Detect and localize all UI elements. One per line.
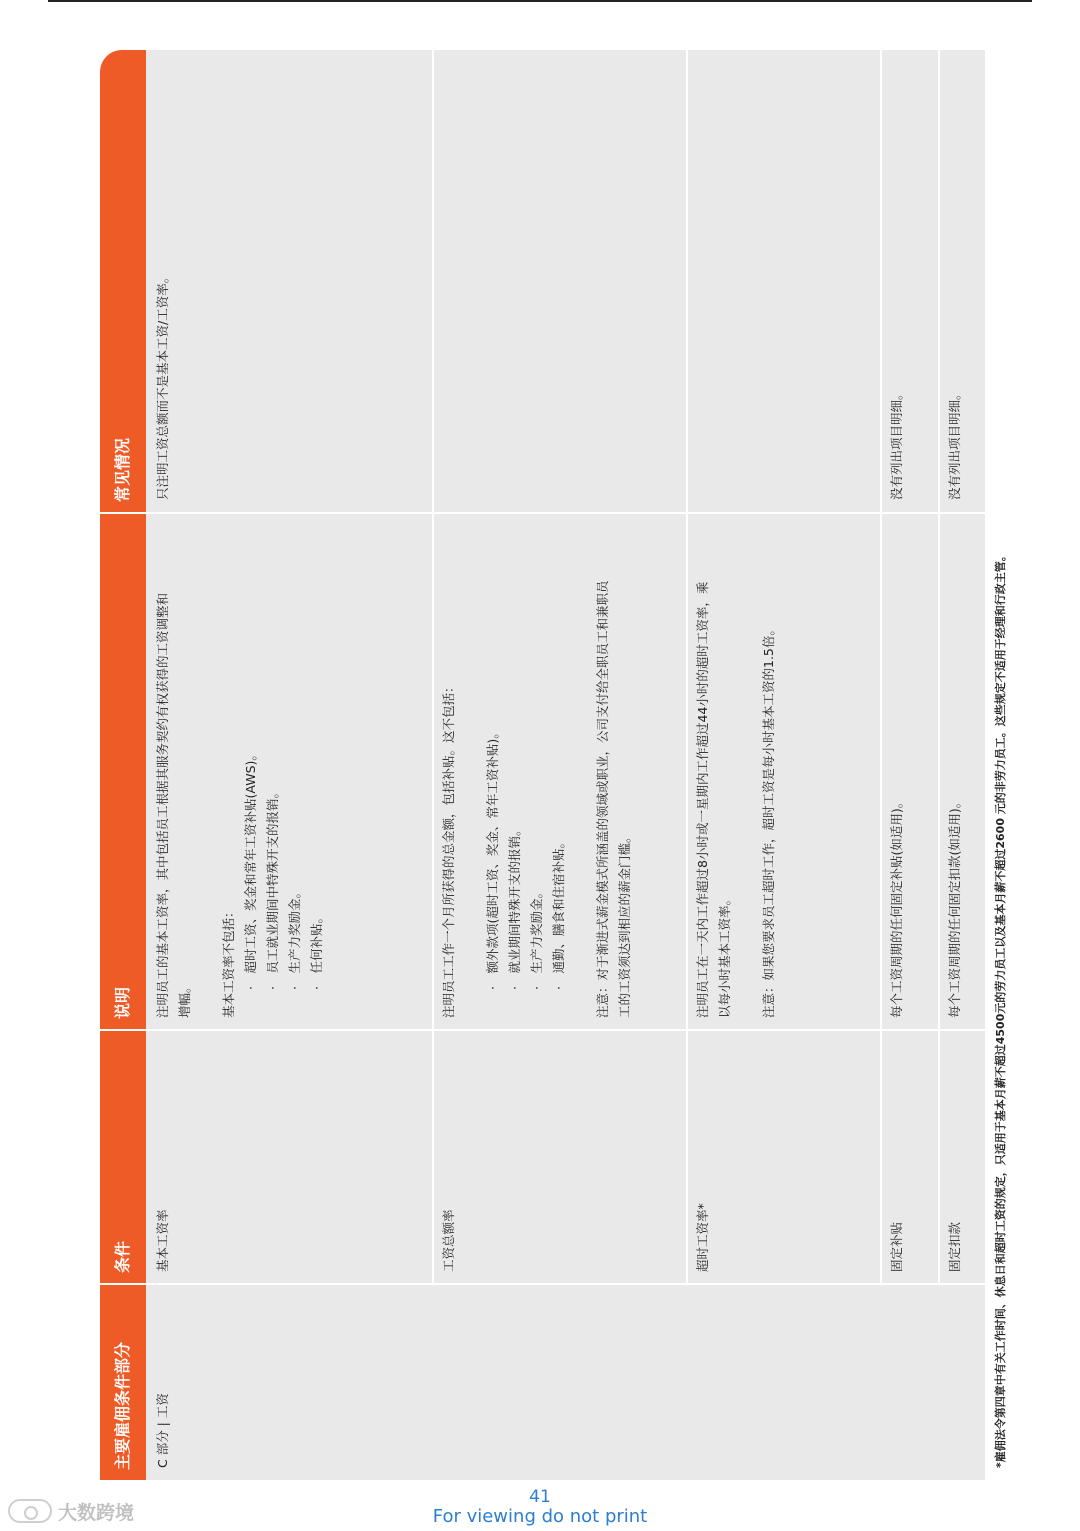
description-line: 基本工资率不包括： <box>221 905 236 1018</box>
description-line: 增幅。 <box>177 980 192 1018</box>
bullet-item: · 额外款项(超时工资、奖金、常年工资补贴)。 <box>485 726 500 990</box>
row-condition: 工资总额率 <box>441 1209 456 1272</box>
row-common: 没有列出项目明细。 <box>947 387 962 500</box>
header-condition: 条件 <box>100 1031 146 1283</box>
description-line: 注意：如果您要求员工超时工作，超时工资是每小时基本工资的1.5倍。 <box>761 623 776 1018</box>
row-condition: 基本工资率 <box>155 1209 170 1272</box>
header-common: 常见情况 <box>100 50 146 512</box>
row-description <box>692 582 780 1018</box>
row-condition: 固定扣款 <box>947 1221 962 1272</box>
bullet-item: · 就业期间特殊开支的报销。 <box>507 823 522 990</box>
description-line: 注明员工工作一个月所获得的总金额，包括补贴。这不包括： <box>441 680 456 1018</box>
row-divider <box>938 50 940 1283</box>
brand-name: 大数跨境 <box>58 1501 135 1524</box>
footnote-column <box>985 0 1017 1480</box>
column-divider <box>146 1029 985 1031</box>
row-description <box>152 593 328 1018</box>
bullet-item: · 员工就业期间中特殊开支的报销。 <box>265 786 280 990</box>
description-line: 注明员工在一天内工作超过8小时或一星期内工作超过44小时的超时工资率，乘 <box>695 581 710 1018</box>
column-divider <box>146 1283 985 1285</box>
description-line: 以每小时基本工资率。 <box>717 892 732 1018</box>
section-label: C 部分 | 工资 <box>155 1393 170 1468</box>
conditions-table <box>100 50 985 1480</box>
rotated-table <box>100 50 985 1480</box>
watermark: For viewing do not print <box>432 1506 648 1527</box>
brand-watermark <box>8 1496 134 1526</box>
header-divider <box>100 1029 146 1031</box>
bullet-item: · 任何补贴。 <box>309 911 324 990</box>
column-divider <box>146 512 985 514</box>
row-divider <box>432 50 434 1283</box>
header-divider <box>100 1283 146 1285</box>
row-divider <box>686 50 688 1283</box>
row-common: 只注明工资总额而不是基本工资/工资率。 <box>155 270 170 500</box>
footnote: *雇佣法令第四章中有关工作时间、休息日和超时工资的规定，只适用于基本月薪不超过4500元的劳力员工以及基本月薪不超过2600 元的非劳力员工。这些规定不适用于经理和行政主管。 <box>994 550 1007 1468</box>
header-divider <box>100 512 146 514</box>
row-description: 每个工资周期的任何固定扣款(如适用)。 <box>947 795 962 1018</box>
row-common: 没有列出项目明细。 <box>889 387 904 500</box>
header-section: 主要雇佣条件部分 <box>100 1285 146 1480</box>
row-description <box>438 580 636 1018</box>
description-line: 注明员工的基本工资率，其中包括员工根据其服务契约有权获得的工资调整和 <box>155 592 170 1018</box>
page-number: 41 <box>529 1487 551 1507</box>
bullet-item: · 生产力奖励金。 <box>529 886 544 990</box>
top-rule <box>48 0 1032 2</box>
header-description: 说明 <box>100 514 146 1029</box>
description-line: 工的工资须达到相应的薪金门槛。 <box>617 830 632 1018</box>
row-condition: 固定补贴 <box>889 1221 904 1272</box>
row-description: 每个工资周期的任何固定补贴(如适用)。 <box>889 795 904 1018</box>
row-condition: 超时工资率* <box>695 1203 710 1272</box>
bullet-item: · 通勤、膳食和住宿补贴。 <box>551 836 566 990</box>
description-line: 注意：对于渐进式薪金模式所涵盖的领域或职业，公司支付给全职员工和兼职员 <box>595 580 610 1018</box>
bullet-item: · 生产力奖励金。 <box>287 886 302 990</box>
brand-logo-icon <box>8 1499 52 1523</box>
row-divider <box>880 50 882 1283</box>
bullet-item: · 超时工资、奖金和常年工资补贴(AWS)。 <box>243 748 258 990</box>
